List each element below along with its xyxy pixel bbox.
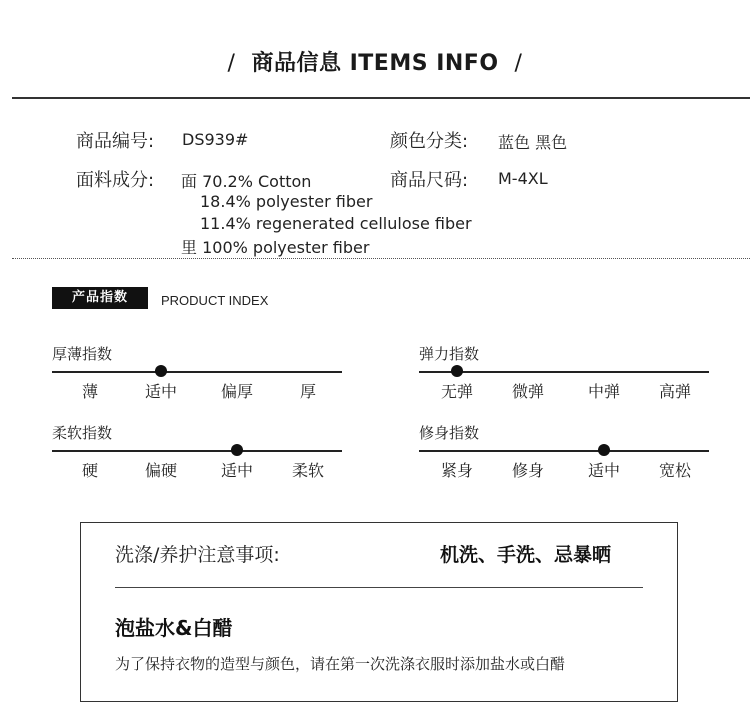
scale-option: 修身: [511, 461, 544, 480]
index-subtitle: PRODUCT INDEX: [161, 293, 269, 308]
scale-title: 修身指数: [419, 424, 480, 442]
scale-line: [52, 450, 342, 452]
size-label: 商品尺码:: [390, 170, 469, 191]
index-badge: 产品指数: [52, 287, 148, 309]
scale-option: 薄: [81, 382, 98, 401]
scale-option: 硬: [81, 461, 98, 480]
scale-option: 偏厚: [220, 382, 253, 401]
scale-option: 适中: [144, 382, 177, 401]
tip-title: 泡盐水&白醋: [115, 616, 233, 640]
fabric-line-outer: 面 70.2% Cotton: [181, 172, 312, 191]
scale-option: 无弹: [440, 382, 473, 401]
scale-title: 厚薄指数: [52, 345, 113, 363]
scale-title: 弹力指数: [419, 345, 480, 363]
title-text: 商品信息 ITEMS INFO: [251, 51, 499, 76]
size-value: M-4XL: [498, 169, 548, 188]
color-value: 蓝色 黑色: [498, 133, 568, 152]
scale-option: 宽松: [658, 461, 691, 480]
thickness-scale: [52, 343, 342, 403]
elasticity-scale: [419, 343, 709, 403]
scale-marker: [598, 444, 610, 456]
care-method: 机洗、手洗、忌暴晒: [440, 544, 612, 566]
scale-marker: [155, 365, 167, 377]
color-label: 颜色分类:: [390, 131, 469, 152]
fit-scale: [419, 422, 709, 482]
title-slash-right: /: [514, 51, 523, 76]
scale-marker: [451, 365, 463, 377]
scale-option: 偏硬: [144, 461, 177, 480]
scale-option: 高弹: [658, 382, 691, 401]
scale-option: 微弹: [511, 382, 544, 401]
fabric-label: 面料成分:: [76, 170, 155, 191]
scale-title: 柔软指数: [52, 424, 113, 442]
scale-line: [419, 450, 709, 452]
scale-option: 柔软: [291, 461, 324, 480]
tip-text: 为了保持衣物的造型与颜色，请在第一次洗涤衣服时添加盐水或白醋: [115, 655, 566, 673]
fabric-line-polyester: 18.4% polyester fiber: [200, 192, 373, 211]
title-slash-left: /: [227, 51, 236, 76]
section-title: [0, 46, 750, 77]
scale-option: 厚: [299, 382, 316, 401]
scale-option: 适中: [220, 461, 253, 480]
scale-option: 紧身: [440, 461, 473, 480]
scale-option: 适中: [587, 461, 620, 480]
header-divider: [12, 97, 750, 99]
info-divider: [12, 258, 750, 259]
softness-scale: [52, 422, 342, 482]
fabric-line-cellulose: 11.4% regenerated cellulose fiber: [200, 214, 472, 233]
care-label: 洗涤/养护注意事项:: [115, 544, 280, 566]
product-code-label: 商品编号:: [76, 131, 155, 152]
care-divider: [115, 587, 643, 588]
scale-line: [52, 371, 342, 373]
fabric-line-lining: 里 100% polyester fiber: [181, 238, 370, 257]
product-code-value: DS939#: [182, 130, 249, 149]
scale-option: 中弹: [587, 382, 620, 401]
scale-marker: [231, 444, 243, 456]
